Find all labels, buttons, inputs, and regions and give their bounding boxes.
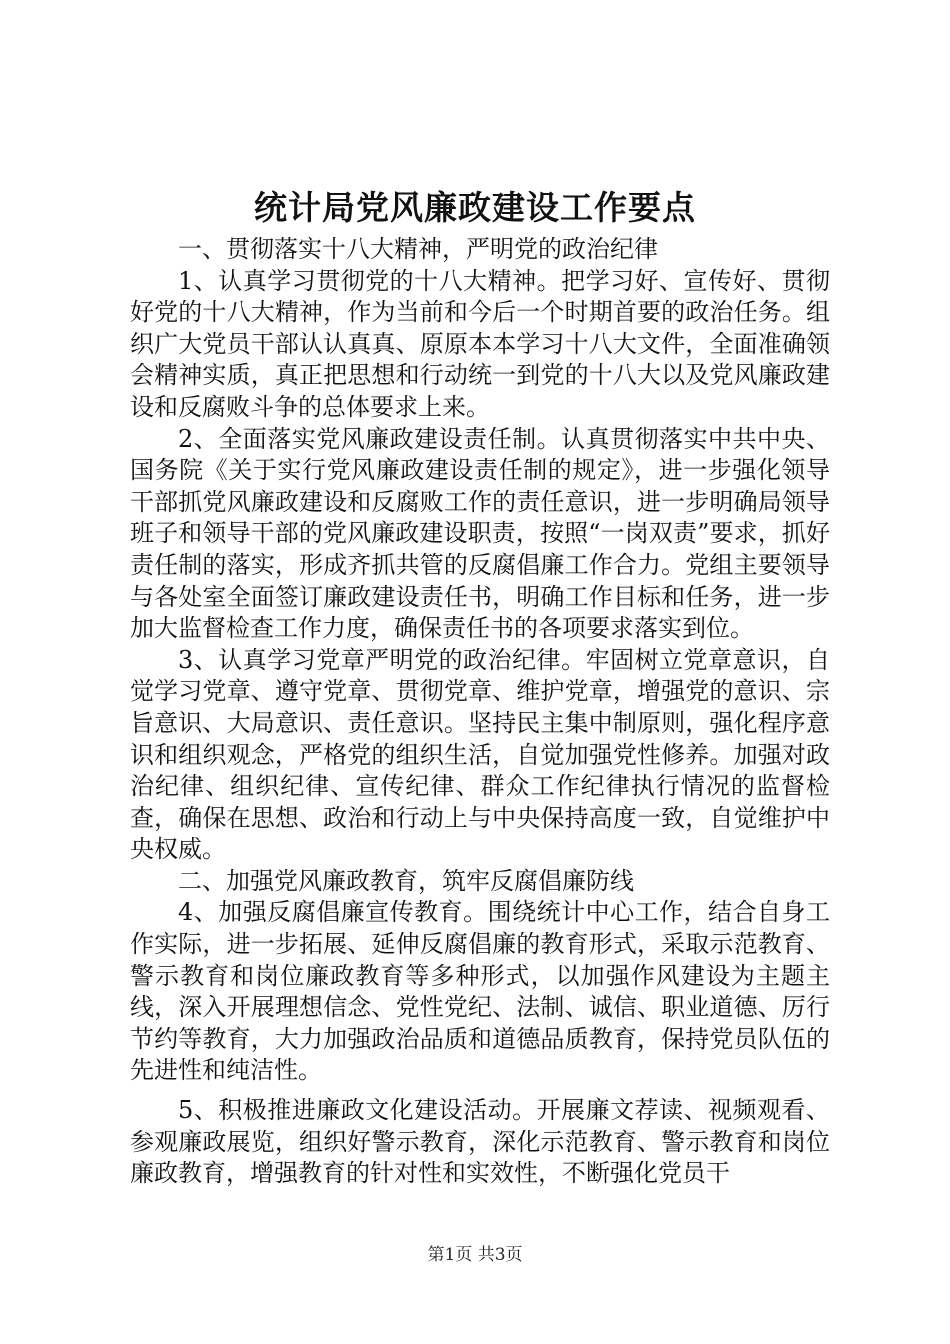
paragraph-3: 3、认真学习党章严明党的政治纪律。牢固树立党章意识，自觉学习党章、遵守党章、贯彻党章、维护党章，增强党的意识、宗旨意识、大局意识、责任意识。坚持民主集中制原则，强化程序意识和组织观念，严格党的组织生活，自觉加强党性修养。加强对政治纪律、组织纪律、宣传纪律、群众工作纪律执行情况的监督检查，确保在思想、政治和行动上与中央保持高度一致，自觉维护中央权威。 [130,645,830,864]
paragraph-4: 4、加强反腐倡廉宣传教育。围绕统计中心工作，结合自身工作实际，进一步拓展、延伸反腐倡廉的教育形式，采取示范教育、警示教育和岗位廉政教育等多种形式，以加强作风建设为主题主线，深入开展理想信念、党性党纪、法制、诚信、职业道德、厉行节约等教育，大力加强政治品质和道德品质教育，保持党员队伍的先进性和纯洁性。 [130,898,830,1085]
paragraph-1: 1、认真学习贯彻党的十八大精神。把学习好、宣传好、贯彻好党的十八大精神，作为当前和今后一个时期首要的政治任务。组织广大党员干部认认真真、原原本本学习十八大文件，全面准确领会精神实质，真正把思想和行动统一到党的十八大以及党风廉政建设和反腐败斗争的总体要求上来。 [130,266,830,421]
paragraph-5: 5、积极推进廉政文化建设活动。开展廉文荐读、视频观看、参观廉政展览，组织好警示教育，深化示范教育、警示教育和岗位廉政教育，增强教育的针对性和实效性，不断强化党员干 [130,1096,830,1188]
section-heading-2: 二、加强党风廉政教育，筑牢反腐倡廉防线 [178,866,634,895]
document-body [130,234,830,1190]
page-footer: 第1页 共3页 [427,1245,523,1265]
paragraph-2: 2、全面落实党风廉政建设责任制。认真贯彻落实中共中央、国务院《关于实行党风廉政建设责任制的规定》，进一步强化领导干部抓党风廉政建设和反腐败工作的责任意识，进一步明确局领导班子和领导干部的党风廉政建设职责，按照“一岗双责”要求，抓好责任制的落实，形成齐抓共管的反腐倡廉工作合力。党组主要领导与各处室全面签订廉政建设责任书，明确工作目标和任务，进一步加大监督检查工作力度，确保责任书的各项要求落实到位。 [130,424,830,643]
page-title: 统计局党风廉政建设工作要点 [254,188,696,227]
section-heading-1: 一、贯彻落实十八大精神，严明党的政治纪律 [178,235,658,263]
